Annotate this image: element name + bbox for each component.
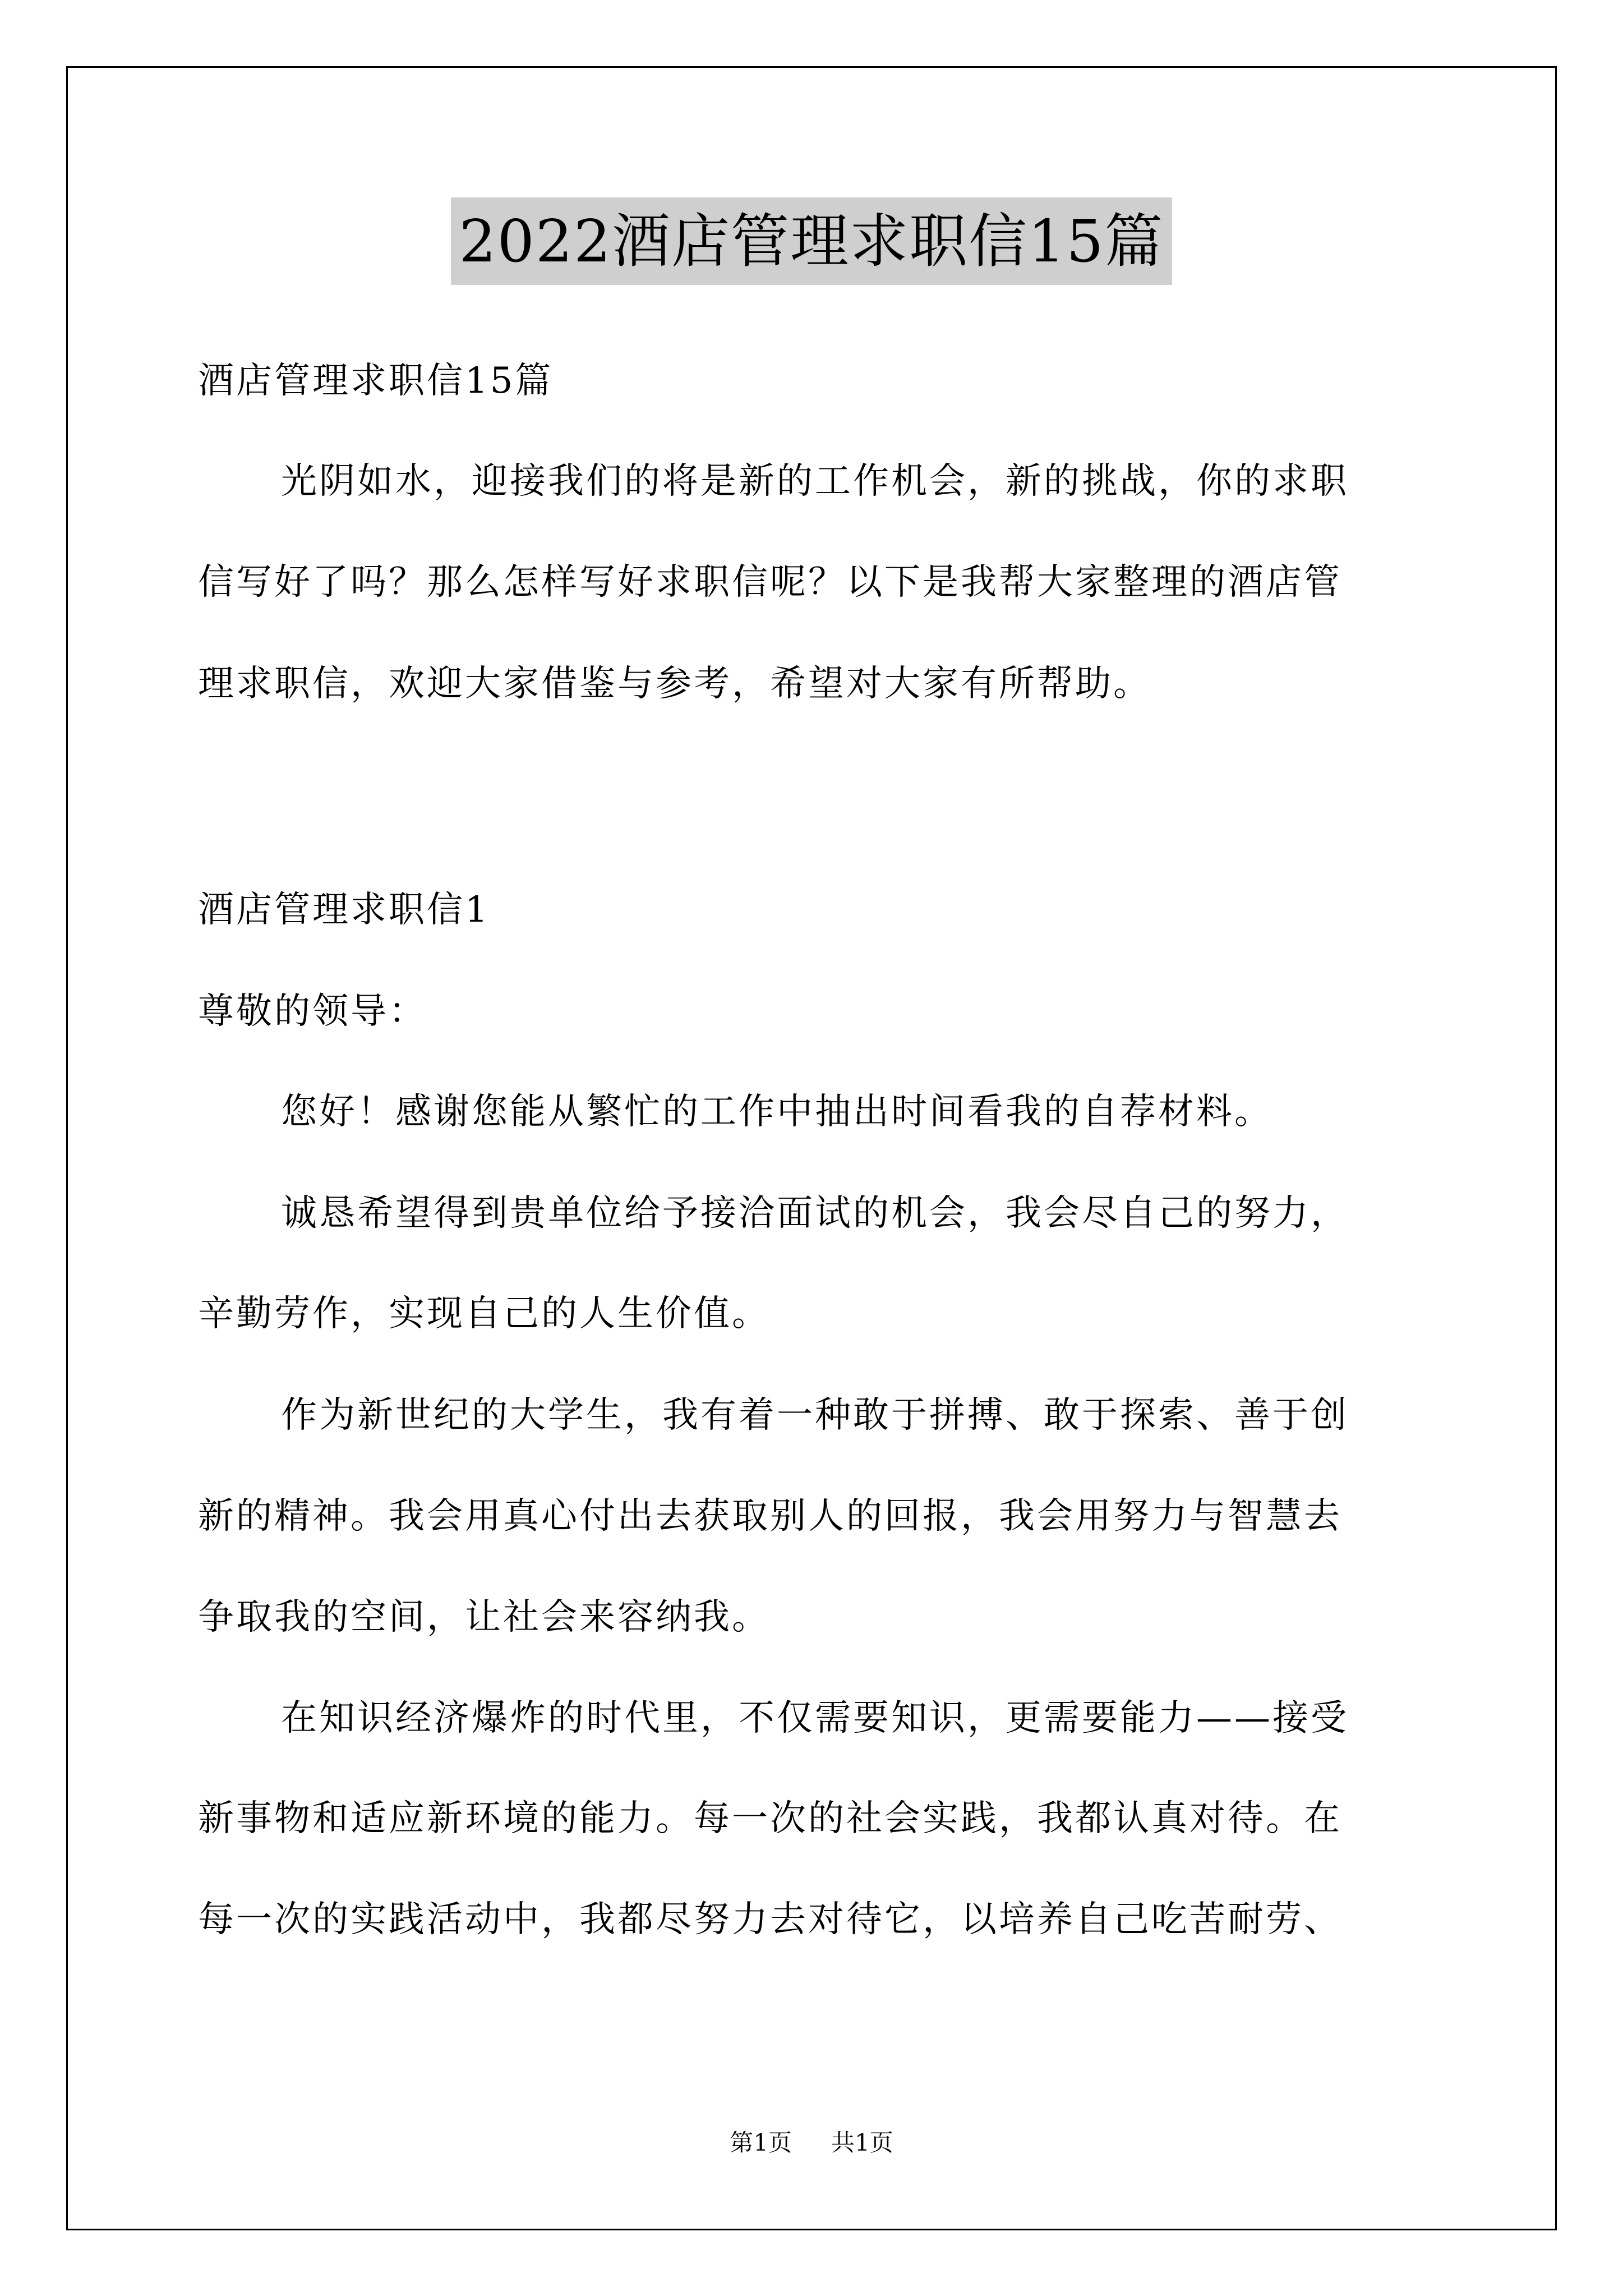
intro-line-1: 光阴如水，迎接我们的将是新的工作机会，新的挑战，你的求职 <box>281 461 1349 502</box>
page-number: 第1页 <box>730 2129 792 2156</box>
subtitle-line: 酒店管理求职信15篇 <box>198 360 554 402</box>
paragraph-4-line-1: 在知识经济爆炸的时代里，不仅需要知识，更需要能力——接受 <box>281 1697 1349 1739</box>
paragraph-4-line-2: 新事物和适应新环境的能力。每一次的社会实践，我都认真对待。在 <box>198 1798 1342 1839</box>
paragraph-3-line-2: 新的精神。我会用真心付出去获取别人的回报，我会用努力与智慧去 <box>198 1496 1342 1537</box>
intro-line-3: 理求职信，欢迎大家借鉴与参考，希望对大家有所帮助。 <box>198 663 1151 705</box>
page-footer <box>0 2127 1623 2159</box>
salutation: 尊敬的领导： <box>198 991 427 1032</box>
paragraph-2-line-1: 诚恳希望得到贵单位给予接洽面试的机会，我会尽自己的努力， <box>281 1193 1349 1234</box>
paragraph-1-line-1: 您好！感谢您能从繁忙的工作中抽出时间看我的自荐材料。 <box>281 1091 1272 1133</box>
section-heading: 酒店管理求职信1 <box>198 889 490 931</box>
paragraph-4-line-3: 每一次的实践活动中，我都尽努力去对待它，以培养自己吃苦耐劳、 <box>198 1899 1342 1940</box>
document-title: 2022酒店管理求职信15篇 <box>451 197 1172 285</box>
paragraph-3-line-3: 争取我的空间，让社会来容纳我。 <box>198 1596 770 1638</box>
intro-line-2: 信写好了吗？那么怎样写好求职信呢？以下是我帮大家整理的酒店管 <box>198 562 1342 603</box>
title-container <box>0 197 1623 285</box>
paragraph-2-line-2: 辛勤劳作，实现自己的人生价值。 <box>198 1293 770 1335</box>
page-total: 共1页 <box>831 2129 893 2156</box>
paragraph-3-line-1: 作为新世纪的大学生，我有着一种敢于拼搏、敢于探索、善于创 <box>281 1395 1349 1436</box>
